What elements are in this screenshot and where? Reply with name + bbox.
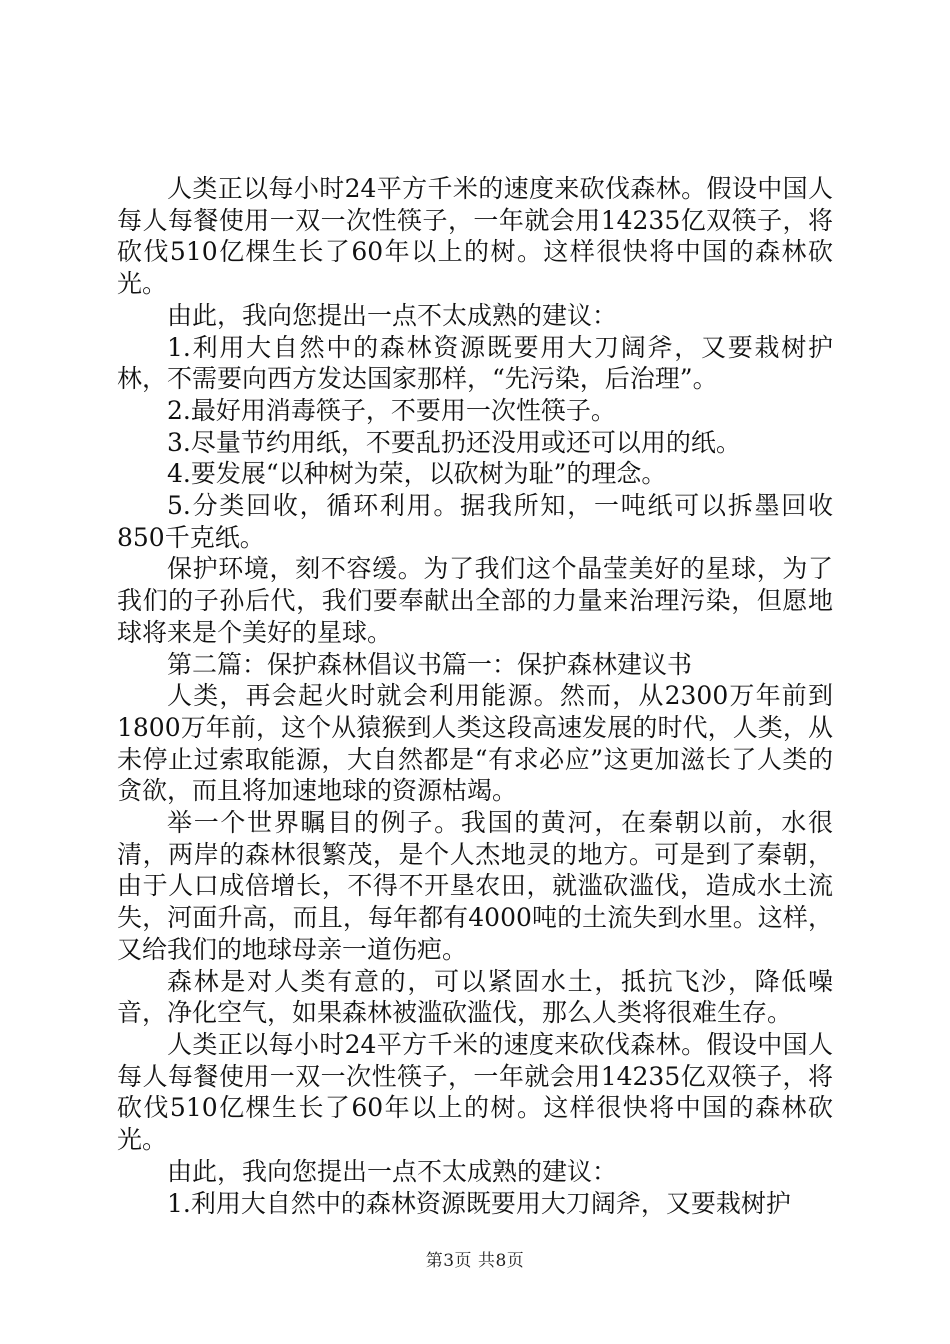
paragraph: 由此，我向您提出一点不太成熟的建议： (167, 300, 618, 330)
paragraph: 举一个世界瞩目的例子。我国的黄河，在秦朝以前，水很清，两岸的森林很繁茂，是个人杰地灵的地方。可是到了秦朝，由于人口成倍增长，不得不开垦农田，就滥砍滥伐，造成水土流失，河面升高，而且，每年都有4000吨的土流失到水里。这样，又给我们的地球母亲一道伤疤。 (117, 808, 833, 964)
paragraph: 1.利用大自然中的森林资源既要用大刀阔斧，又要栽树护 (167, 1188, 791, 1218)
paragraph: 人类，再会起火时就会利用能源。然而，从2300万年前到1800万年前，这个从猿猴到人类这段高速发展的时代，人类，从未停止过索取能源，大自然都是“有求必应”这更加滋长了人类的贪欲，而且将加速地球的资源枯竭。 (117, 681, 833, 806)
paragraph: 人类正以每小时24平方千米的速度来砍伐森林。假设中国人每人每餐使用一双一次性筷子，一年就会用14235亿双筷子，将砍伐510亿棵生长了60年以上的树。这样很快将中国的森林砍光。 (117, 174, 833, 299)
paragraph: 由此，我向您提出一点不太成熟的建议： (167, 1156, 618, 1186)
paragraph: 人类正以每小时24平方千米的速度来砍伐森林。假设中国人每人每餐使用一双一次性筷子，一年就会用14235亿双筷子，将砍伐510亿棵生长了60年以上的树。这样很快将中国的森林砍光。 (117, 1029, 833, 1155)
page-number-footer: 第3页 共8页 (425, 1251, 525, 1271)
paragraph: 1.利用大自然中的森林资源既要用大刀阔斧，又要栽树护林，不需要向西方发达国家那样，“先污染，后治理”。 (117, 332, 833, 394)
paragraph: 3.尽量节约用纸，不要乱扔还没用或还可以用的纸。 (167, 427, 741, 457)
paragraph: 森林是对人类有意的，可以紧固水土，抵抗飞沙，降低噪音，净化空气，如果森林被滥砍滥伐，那么人类将很难生存。 (117, 966, 833, 1028)
section-heading: 第二篇：保护森林倡议书篇一：保护森林建议书 (167, 649, 693, 679)
paragraph: 保护环境，刻不容缓。为了我们这个晶莹美好的星球，为了我们的子孙后代，我们要奉献出全部的力量来治理污染，但愿地球将来是个美好的星球。 (117, 554, 833, 647)
document-body (117, 173, 833, 1219)
paragraph: 5.分类回收，循环利用。据我所知，一吨纸可以拆墨回收850千克纸。 (117, 491, 833, 552)
paragraph: 4.要发展“以种树为荣，以砍树为耻”的理念。 (167, 459, 667, 489)
paragraph: 2.最好用消毒筷子，不要用一次性筷子。 (167, 395, 616, 425)
